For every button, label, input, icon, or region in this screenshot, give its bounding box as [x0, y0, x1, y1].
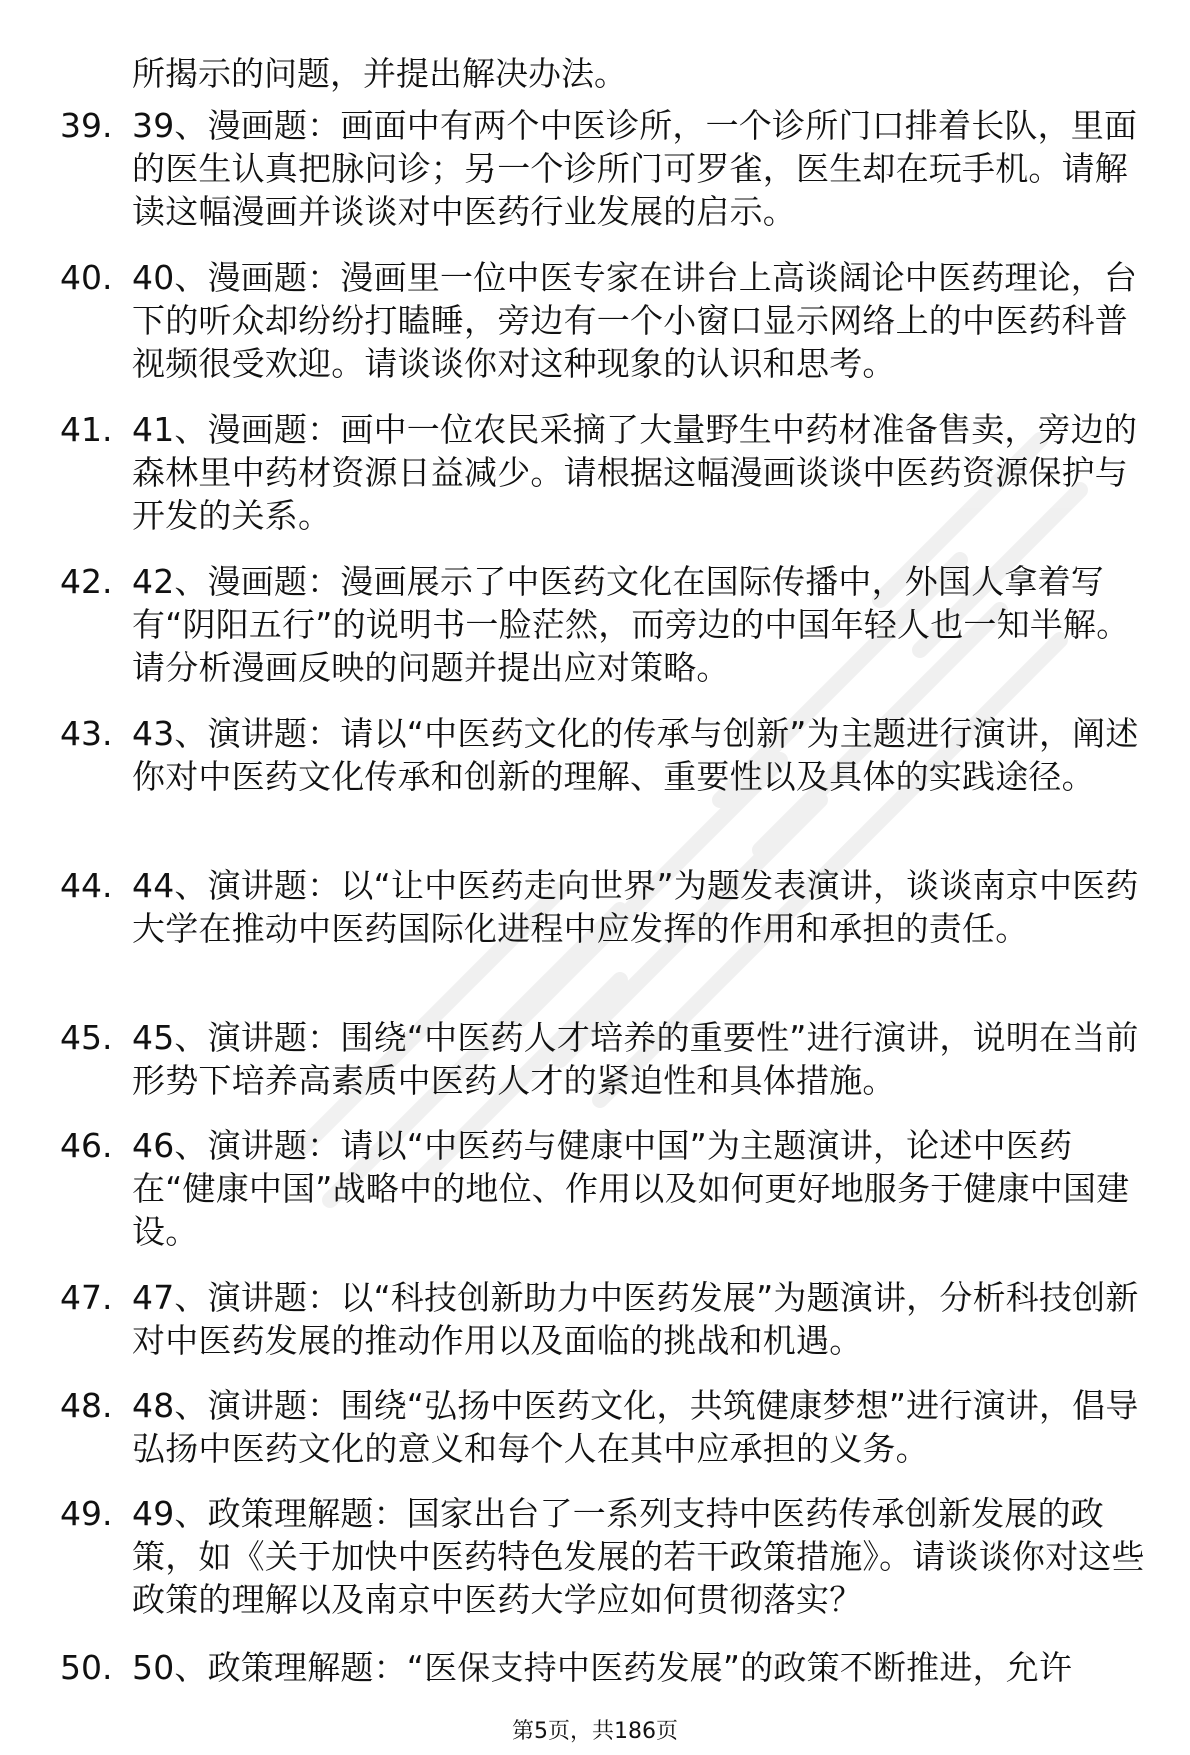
item-number: 39.	[60, 106, 113, 145]
item-number: 42.	[60, 562, 113, 601]
continuation-text: 所揭示的问题，并提出解决办法。	[132, 54, 627, 93]
item-number: 49.	[60, 1494, 113, 1533]
item-text: 46、演讲题：请以“中医药与健康中国”为主题演讲，论述中医药在“健康中国”战略中的地位、作用以及如何更好地服务于健康中国建设。	[132, 1126, 1130, 1251]
item-text: 47、演讲题：以“科技创新助力中医药发展”为题演讲，分析科技创新对中医药发展的推动作用以及面临的挑战和机遇。	[132, 1278, 1139, 1360]
item-number: 43.	[60, 714, 113, 753]
item-text: 44、演讲题：以“让中医药走向世界”为题发表演讲，谈谈南京中医药大学在推动中医药国际化进程中应发挥的作用和承担的责任。	[132, 866, 1139, 948]
list-item	[60, 104, 1155, 233]
list-item	[60, 408, 1155, 537]
item-text: 50、政策理解题：“医保支持中医药发展”的政策不断推进，允许	[132, 1648, 1073, 1687]
page-number: 第5页，共186页	[512, 1719, 678, 1744]
item-number: 47.	[60, 1278, 113, 1317]
item-text: 42、漫画题：漫画展示了中医药文化在国际传播中，外国人拿着写有“阴阳五行”的说明书一脸茫然，而旁边的中国年轻人也一知半解。请分析漫画反映的问题并提出应对策略。	[132, 562, 1130, 687]
item-number: 40.	[60, 258, 113, 297]
item-number: 50.	[60, 1648, 113, 1687]
item-text: 45、演讲题：围绕“中医药人才培养的重要性”进行演讲，说明在当前形势下培养高素质中医药人才的紧迫性和具体措施。	[132, 1018, 1139, 1100]
list-item	[60, 1492, 1155, 1621]
list-item	[60, 256, 1155, 385]
list-item	[60, 864, 1155, 950]
item-number: 44.	[60, 866, 113, 905]
item-number: 41.	[60, 410, 113, 449]
item-number: 45.	[60, 1018, 113, 1057]
item-number: 46.	[60, 1126, 113, 1165]
item-text: 49、政策理解题：国家出台了一系列支持中医药传承创新发展的政策，如《关于加快中医药特色发展的若干政策措施》。请谈谈你对这些政策的理解以及南京中医药大学应如何贯彻落实？	[132, 1494, 1145, 1619]
item-text: 39、漫画题：画面中有两个中医诊所，一个诊所门口排着长队，里面的医生认真把脉问诊；另一个诊所门可罗雀，医生却在玩手机。请解读这幅漫画并谈谈对中医药行业发展的启示。	[132, 106, 1138, 231]
list-item	[60, 1384, 1155, 1470]
list-item	[60, 712, 1155, 798]
item-text: 43、演讲题：请以“中医药文化的传承与创新”为主题进行演讲，阐述你对中医药文化传承和创新的理解、重要性以及具体的实践途径。	[132, 714, 1139, 796]
list-item	[60, 1124, 1155, 1253]
list-item	[60, 1276, 1155, 1362]
list-item	[60, 1016, 1155, 1102]
list-item	[60, 560, 1155, 689]
item-number: 48.	[60, 1386, 113, 1425]
item-text: 48、演讲题：围绕“弘扬中医药文化，共筑健康梦想”进行演讲，倡导弘扬中医药文化的意义和每个人在其中应承担的义务。	[132, 1386, 1139, 1468]
item-text: 40、漫画题：漫画里一位中医专家在讲台上高谈阔论中医药理论，台下的听众却纷纷打瞌睡，旁边有一个小窗口显示网络上的中医药科普视频很受欢迎。请谈谈你对这种现象的认识和思考。	[132, 258, 1138, 383]
list-item	[60, 1646, 1155, 1689]
item-text: 41、漫画题：画中一位农民采摘了大量野生中药材准备售卖，旁边的森林里中药材资源日益减少。请根据这幅漫画谈谈中医药资源保护与开发的关系。	[132, 410, 1138, 535]
